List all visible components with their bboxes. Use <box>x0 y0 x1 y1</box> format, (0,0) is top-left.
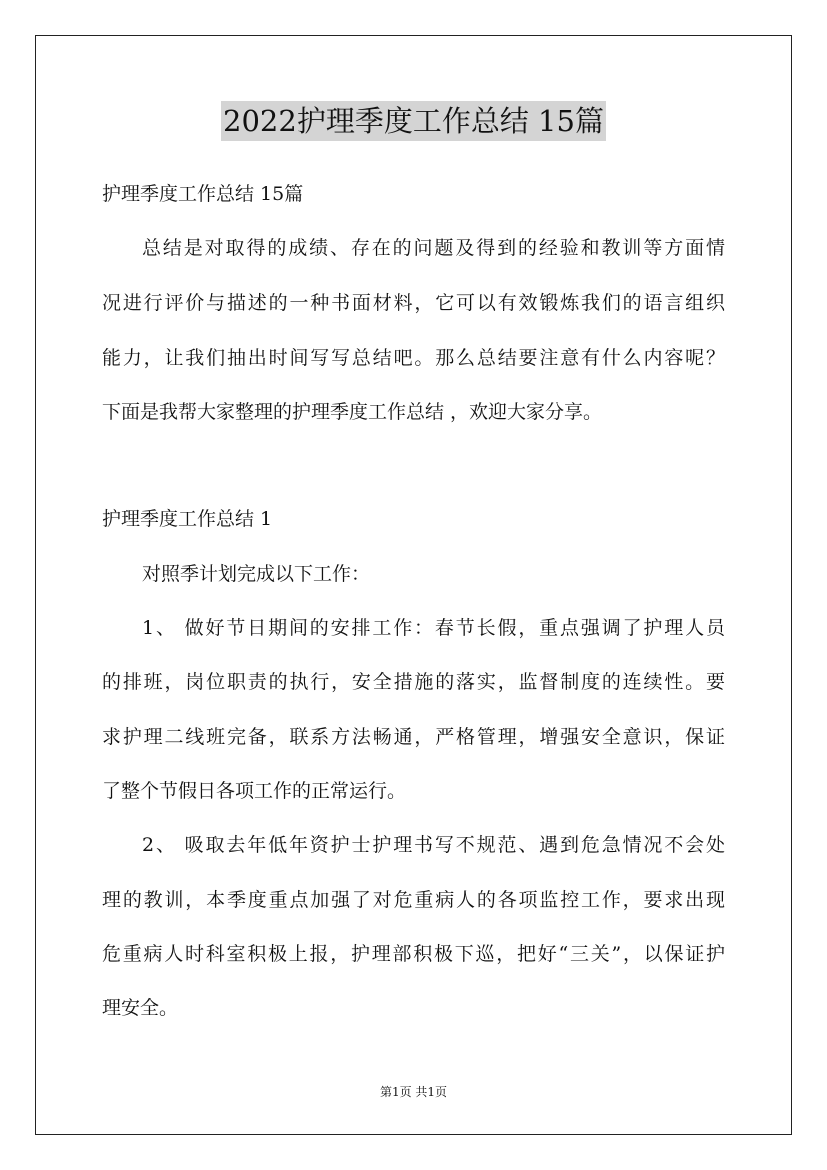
document-title-text: 2022护理季度工作总结 15篇 <box>221 101 606 141</box>
paragraph-line: 1、 做好节日期间的安排工作：春节长假，重点强调了护理人员 <box>142 617 725 639</box>
paragraph-line: 求护理二线班完备，联系方法畅通，严格管理，增强安全意识，保证 <box>102 726 725 748</box>
document-title <box>0 101 827 141</box>
paragraph-line: 危重病人时科室积极上报，护理部积极下巡，把好“三关”，以保证护 <box>102 943 725 965</box>
paragraph-line: 对照季计划完成以下工作： <box>142 563 371 585</box>
paragraph-line: 下面是我帮大家整理的护理季度工作总结 ，欢迎大家分享。 <box>102 401 603 423</box>
subtitle: 护理季度工作总结 15篇 <box>102 183 304 205</box>
paragraph-line: 了整个节假日各项工作的正常运行。 <box>102 780 407 802</box>
paragraph-line: 2、 吸取去年低年资护士护理书写不规范、遇到危急情况不会处 <box>142 834 725 856</box>
paragraph-line: 总结是对取得的成绩、存在的问题及得到的经验和教训等方面情 <box>142 237 725 259</box>
section-heading: 护理季度工作总结 1 <box>102 508 273 530</box>
paragraph-line: 的排班，岗位职责的执行，安全措施的落实，监督制度的连续性。要 <box>102 671 725 693</box>
paragraph-line: 况进行评价与描述的一种书面材料，它可以有效锻炼我们的语言组织 <box>102 292 725 314</box>
paragraph-line: 理安全。 <box>102 997 179 1019</box>
page-footer: 第1页 共1页 <box>379 1085 448 1099</box>
paragraph-line: 能力，让我们抽出时间写写总结吧。那么总结要注意有什么内容呢？ <box>102 347 725 369</box>
paragraph-line: 理的教训，本季度重点加强了对危重病人的各项监控工作，要求出现 <box>102 889 725 911</box>
